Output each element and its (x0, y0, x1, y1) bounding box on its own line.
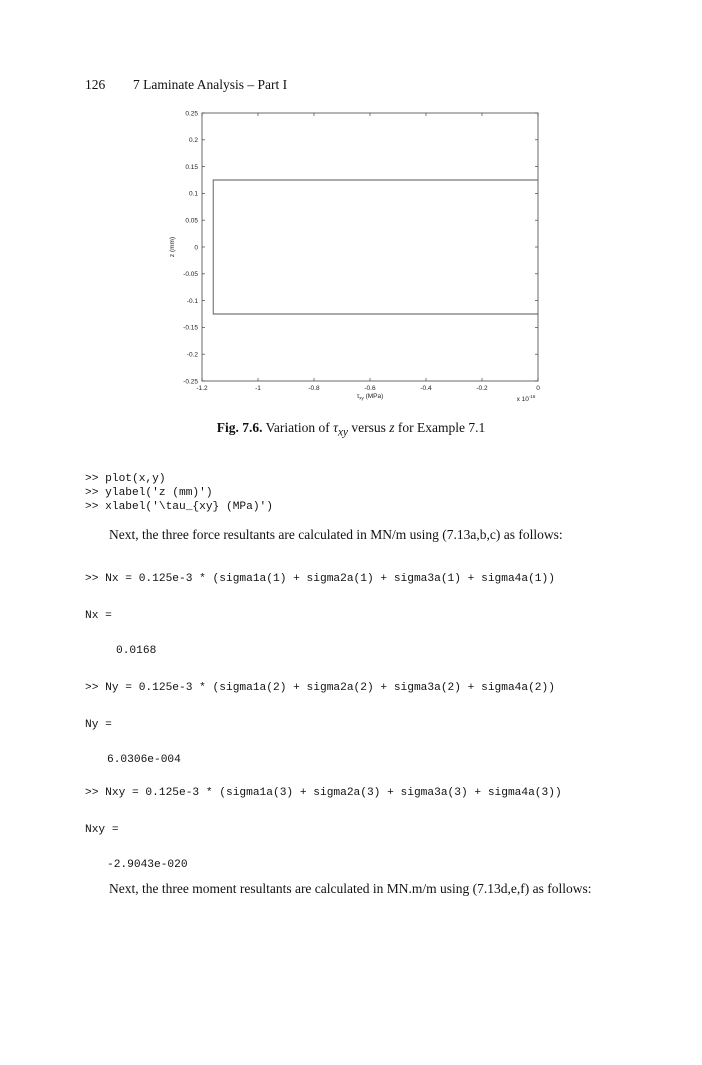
command-nx: >> Nx = 0.125e-3 * (sigma1a(1) + sigma2a(1) + sigma3a(1) + sigma4a(1)) (85, 573, 555, 585)
chart (160, 103, 550, 403)
code-line: >> xlabel('\tau_{xy} (MPa)') (85, 501, 273, 513)
x-axis-label: $\tau_{xy}$ (MPa) (356, 393, 384, 401)
y-tick-label: -0.05 (183, 271, 198, 279)
caption-text-middle: versus (347, 420, 390, 435)
paragraph (85, 881, 620, 898)
plot-frame (202, 113, 538, 381)
paragraph-text: Next, the three moment resultants are calculated in MN.m/m using (7.13d,e,f) as follows: (109, 881, 592, 896)
output-label-nxy: Nxy = (85, 824, 119, 836)
series-line (213, 180, 538, 314)
caption-text-after: for Example 7.1 (394, 420, 486, 435)
code-line: >> ylabel('z (mm)') (85, 487, 213, 499)
paragraph (85, 527, 620, 544)
x-tick-label: 0 (536, 385, 540, 392)
y-tick-label: 0 (194, 244, 198, 252)
y-tick-label: 0.05 (185, 217, 198, 225)
x-tick-label: -0.6 (364, 385, 376, 392)
y-tick-label: 0.15 (185, 163, 198, 171)
x-axis-multiplier: x $10^{-16}$ (516, 394, 536, 403)
output-label-nx: Nx = (85, 610, 112, 622)
y-tick-label: -0.15 (183, 324, 198, 332)
running-head (85, 77, 287, 93)
y-tick-label: -0.2 (186, 351, 198, 359)
x-tick-label: -0.8 (308, 385, 320, 392)
command-nxy: >> Nxy = 0.125e-3 * (sigma1a(3) + sigma2a(3) + sigma3a(3) + sigma4a(3)) (85, 787, 562, 799)
figure-7-6 (160, 103, 550, 403)
x-tick-label: -0.4 (420, 385, 432, 392)
output-label-ny: Ny = (85, 719, 112, 731)
caption-symbol-sub: xy (337, 426, 348, 439)
command-ny: >> Ny = 0.125e-3 * (sigma1a(2) + sigma2a(2) + sigma3a(2) + sigma4a(2)) (85, 682, 555, 694)
output-value-nxy: -2.9043e-020 (107, 859, 188, 871)
figure-caption (0, 420, 702, 439)
y-tick-label: -0.25 (183, 378, 198, 386)
y-tick-label: -0.1 (186, 297, 198, 305)
x-tick-label: -1 (255, 385, 261, 392)
x-tick-label: -0.2 (476, 385, 488, 392)
caption-var: z (389, 420, 395, 435)
output-value-nx: 0.0168 (116, 645, 157, 657)
output-value-ny: 6.0306e-004 (107, 754, 181, 766)
caption-label: Fig. 7.6. (216, 420, 263, 435)
y-axis-label: z (mm) (169, 236, 176, 258)
code-line: >> plot(x,y) (85, 473, 166, 485)
caption-symbol: τ (333, 420, 338, 435)
y-tick-label: 0.2 (188, 137, 198, 145)
page-number: 126 (85, 77, 106, 92)
caption-text-before: Variation of (265, 420, 334, 435)
paragraph-text: Next, the three force resultants are calculated in MN/m using (7.13a,b,c) as follows: (109, 527, 563, 542)
chapter-title: 7 Laminate Analysis – Part I (133, 77, 288, 92)
x-tick-label: -1.2 (196, 385, 208, 392)
y-tick-label: 0.25 (185, 110, 198, 118)
y-tick-label: 0.1 (188, 190, 198, 198)
